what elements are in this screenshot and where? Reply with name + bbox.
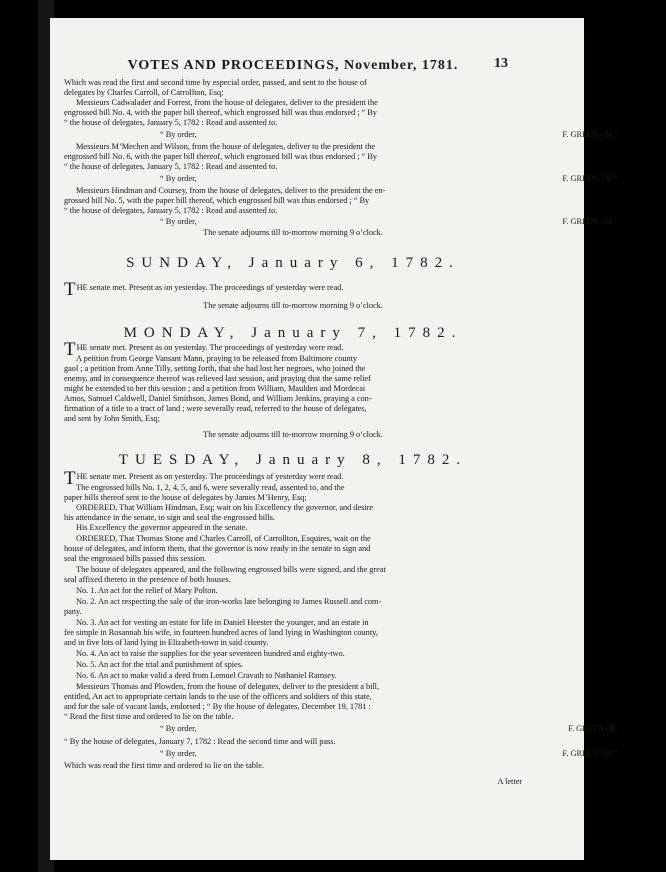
text-line: No. 6. An act to make valid a deed from Lemuel Cravath to Nathaniel Ramsey.	[76, 671, 337, 680]
by-order: “ By order,	[160, 174, 197, 183]
text-line: Messieurs Cadwalader and Forrest, from the house of delegates, deliver to the president the	[76, 98, 378, 107]
day-heading-sunday: SUNDAY, January 6, 1782.	[126, 255, 460, 271]
signature-line	[64, 217, 666, 227]
clerk-name: F. GREEN, clk.”	[562, 174, 618, 183]
clerk-name: F. GREEN, clk.”	[562, 130, 618, 139]
signature-line	[64, 130, 666, 140]
text-line: firmation of a title to a tract of land ; were severally read, referred to the house of delegates,	[64, 404, 367, 413]
text-line: No. 5. An act for the trial and punishment of spies.	[76, 660, 243, 669]
day-heading-tuesday: TUESDAY, January 8, 1782.	[118, 452, 468, 468]
text-line: gaol ; a petition from Anne Tilly, setting forth, that she had lost her negroes, who joined the	[64, 364, 366, 373]
text-line: “ the house of delegates, January 5, 1782 : Read and assented to.	[64, 162, 278, 171]
adjourn-line: The senate adjourns till to-morrow morning 9 o’clock.	[203, 301, 383, 310]
signature-line	[64, 174, 666, 184]
text-line: enemy, and in consequence thereof was relieved last session, and praying that the same relief	[64, 374, 371, 383]
text-line: Messieurs Thomas and Plowden, from the house of delegates, deliver to the president a bill,	[76, 682, 380, 691]
text-line: His Excellency the governor appeared in the senate.	[76, 523, 248, 532]
text-line: Messieurs M’Mechen and Wilson, from the house of delegates, deliver to the president the	[76, 142, 376, 151]
text-line: “ the house of delegates, January 5, 1782 : Read and assented to.	[64, 118, 278, 127]
text-line: and for the sale of vacant lands, endorsed ; “ By the house of delegates, December 19, 1781 :	[64, 702, 371, 711]
drop-cap: T	[64, 279, 76, 300]
text-line: No. 2. An act respecting the sale of the iron-works late belonging to James Russell and com-	[76, 597, 382, 606]
text-line: and in five lots of land lying in Elizabeth-town in said county.	[64, 638, 269, 647]
text-line: No. 1. An act for the relief of Mary Polton.	[76, 586, 218, 595]
adjourn-line: The senate adjourns till to-morrow morning 9 o’clock.	[203, 228, 383, 237]
text-line: No. 4. An act to raise the supplies for the year seventeen hundred and eighty-two.	[76, 649, 345, 658]
text-line: Messieurs Hindman and Coursey, from the house of delegates, deliver to the president the en-	[76, 186, 386, 195]
text-line: No. 3. An act for vesting an estate for life in Daniel Heester the younger, and an estate in	[76, 618, 369, 627]
text-line: fee simple in Rosannah his wife, in fourteen hundred acres of land lying in Washington county,	[64, 628, 378, 637]
running-header: VOTES AND PROCEEDINGS, November, 1781.	[127, 58, 459, 73]
clerk-name: F. GREEN, clk.”	[562, 217, 618, 226]
clerk-name: F. GREEN, clk.”	[562, 749, 618, 758]
text-line: A petition from George Vansant Mann, praying to be released from Baltimore county	[76, 354, 358, 363]
day-heading-monday: MONDAY, January 7, 1782.	[123, 325, 463, 341]
text-line: pany.	[64, 607, 82, 616]
text-line: might be extended to her this session ; and a petition from William, Maulden and Mordecai	[64, 384, 366, 393]
text-line: paper bills thereof sent to the house of delegates by James M’Henry, Esq;	[64, 493, 307, 502]
text-line: “ By the house of delegates, January 7, 1782 : Read the second time and will pass.	[64, 737, 336, 746]
text-line: THE senate met. Present as on yesterday. The proceedings of yesterday were read.	[64, 339, 344, 360]
text-line: Which was read the first time and ordered to lie on the table.	[64, 761, 264, 770]
text-line: house of delegates, and inform them, that the governor is now ready in the senate to sign and	[64, 544, 371, 553]
page-number: 13	[494, 56, 508, 71]
text-line: THE senate met. Present as on yesterday. The proceedings of yesterday were read.	[64, 279, 344, 300]
by-order: “ By order,	[160, 130, 197, 139]
text-line: ORDERED, That Thomas Stone and Charles Carroll, of Carrollton, Esquires, wait on the	[76, 534, 371, 543]
text-line: ORDERED, That William Hindman, Esq; wait on his Excellency the governor, and desire	[76, 503, 374, 512]
text-line: delegates by Charles Carroll, of Carrollton, Esq;	[64, 88, 224, 97]
text-line: engrossed bill No. 6, with the paper bill thereof, which engrossed bill was thus endorsed ; “ By	[64, 152, 377, 161]
text-line: and sent by John Smith, Esq;	[64, 414, 160, 423]
by-order: “ By order,	[160, 749, 197, 758]
text-line: grossed bill No. 5, with the paper bill thereof, which engrossed bill was thus endorsed ; “ By	[64, 196, 370, 205]
by-order: “ By order,	[160, 217, 197, 226]
text-line: Which was read the first and second time by especial order, passed, and sent to the house of	[64, 78, 367, 87]
by-order: “ By order,	[160, 724, 197, 733]
text-line: engrossed bill No. 4, with the paper bill thereof, which engrossed bill was thus endorsed ; “ By	[64, 108, 377, 117]
text-line: his attendance in the senate, to sign and seal the engrossed bills.	[64, 513, 275, 522]
signature-line	[64, 749, 666, 759]
drop-cap: T	[64, 468, 76, 489]
text-line: The engrossed bills No. 1, 2, 4, 5, and 6, were severally read, assented to, and the	[76, 483, 345, 492]
clerk-name: F. GREEN clk.	[568, 724, 618, 733]
text-line: THE senate met. Present as on yesterday. The proceedings of yesterday were read.	[64, 468, 344, 489]
text-line: seal the engrossed bills passed this session.	[64, 554, 207, 563]
text-line: entitled, An act to appropriate certain lands to the use of the officers and soldiers of this state,	[64, 692, 372, 701]
text-line: “ Read the first time and ordered to lie on the table.	[64, 712, 234, 721]
signature-line	[64, 724, 666, 734]
catchword: A letter	[497, 777, 522, 786]
text-line: seal affixed thereto in the presence of both houses.	[64, 575, 231, 584]
drop-cap: T	[64, 339, 76, 360]
text-line: The house of delegates appeared, and the following engrossed bills were signed, and the great	[76, 565, 386, 574]
text-line: Amos, Samuel Caldwell, Daniel Smithson, James Bond, and William Jenkins, praying a con-	[64, 394, 372, 403]
adjourn-line: The senate adjourns till to-morrow morning 9 o’clock.	[203, 430, 383, 439]
text-line: “ the house of delegates, January 5, 1782 : Read and assented to.	[64, 206, 278, 215]
